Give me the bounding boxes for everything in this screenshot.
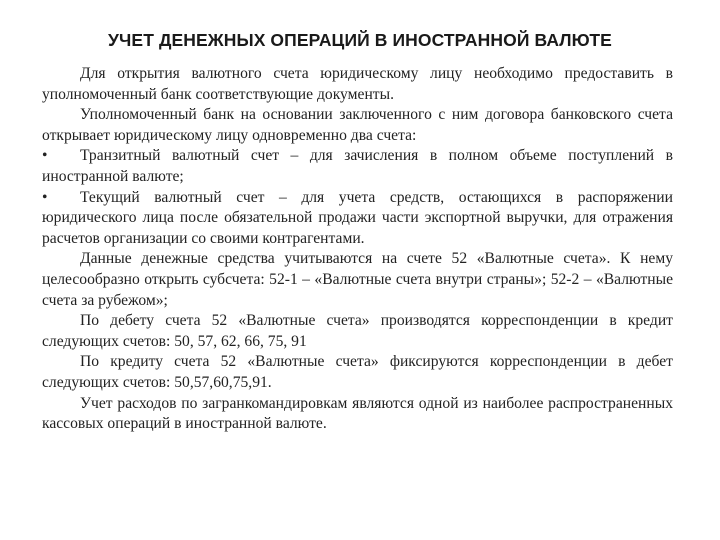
bullet-mark: • xyxy=(42,147,48,165)
slide-title: УЧЕТ ДЕНЕЖНЫХ ОПЕРАЦИЙ В ИНОСТРАННОЙ ВАЛЮТЕ xyxy=(108,30,612,50)
slide-body xyxy=(42,64,673,435)
bullet-transit-account xyxy=(42,146,673,187)
paragraph-account-52: Данные денежные средства учитываются на счете 52 «Валютные счета». К нему целесообразно открыть субсчета: 52-1 – «Валютные счета внутри страны»; 52-2 – «Валютные счета за рубежом»; xyxy=(42,250,673,309)
paragraph-debit-52: По дебету счета 52 «Валютные счета» производятся корреспонденции в кредит следующих счетов: 50, 57, 62, 66, 75, 91 xyxy=(42,312,673,350)
bullet-current-account xyxy=(42,188,673,250)
bullet-mark: • xyxy=(42,188,48,206)
bullet-text: Текущий валютный счет – для учета средств, остающихся в распоряжении юридического лица после обязательной продажи части экспортной выручки, для отражения расчетов организации со своими контрагентами. xyxy=(42,188,673,247)
paragraph-account-opening: Для открытия валютного счета юридическому лицу необходимо предоставить в уполномоченный банк соответствующие документы. xyxy=(42,65,673,103)
paragraph-business-trips: Учет расходов по загранкомандировкам являются одной из наиболее распространенных кассовых операций в иностранной валюте. xyxy=(42,394,673,433)
paragraph-authorized-bank: Уполномоченный банк на основании заключенного с ним договора банковского счета открывает юридическому лицу одновременно два счета: xyxy=(42,106,673,144)
paragraph-credit-52: По кредиту счета 52 «Валютные счета» фиксируются корреспонденции в дебет следующих счетов: 50,57,60,75,91. xyxy=(42,353,673,391)
bullet-text: Транзитный валютный счет – для зачисления в полном объеме поступлений в иностранной валюте; xyxy=(42,147,673,185)
